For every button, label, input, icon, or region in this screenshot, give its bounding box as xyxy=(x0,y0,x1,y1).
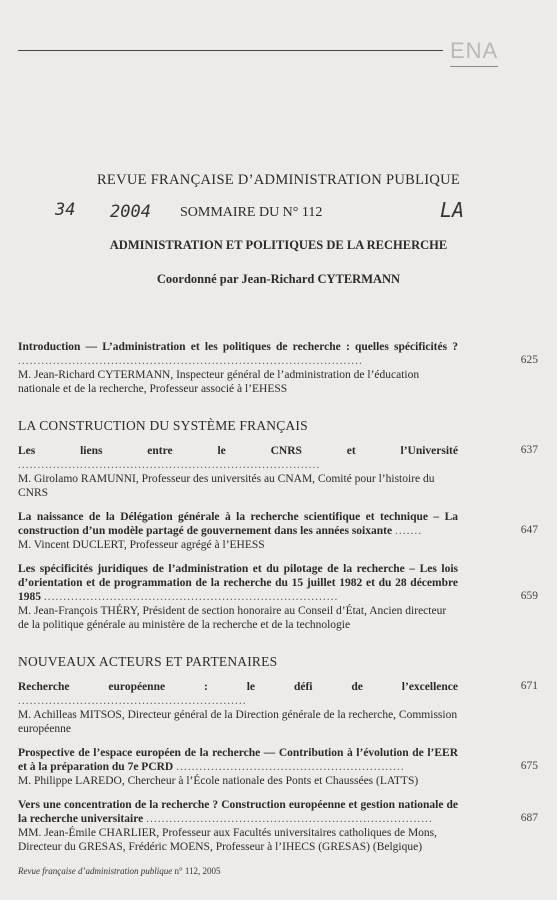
entry-title: Vers une concentration de la recherche ? Construction européenne et gestion nationale de la recherche universitaire .......................................................................... xyxy=(18,799,458,825)
entry-title: Les liens entre le CNRS et l’Université .............................................................................. xyxy=(18,445,458,471)
entry-title: La naissance de la Délégation générale à la recherche scientifique et technique – La construction d’un modèle partagé de gouvernement dans les années soixante ....... xyxy=(18,511,458,537)
toc-entry[interactable] xyxy=(18,562,538,632)
footer-issue: n° 112, 2005 xyxy=(174,866,221,876)
entry-title: Les spécificités juridiques de l’administration et du pilotage de la recherche – Les lois d’orientation et de programmation de la recherche du 15 juillet 1982 et du 28 décembre 1985 ............................................................................ xyxy=(18,563,458,603)
page-number: 625 xyxy=(520,354,538,366)
section-title: LA CONSTRUCTION DU SYSTÈME FRANÇAIS xyxy=(18,418,308,433)
toc-entry[interactable] xyxy=(18,680,538,736)
table-of-contents xyxy=(18,340,538,864)
entry-title: Introduction — L’administration et les politiques de recherche : quelles spécificités ? ......................................................................................... xyxy=(18,341,458,367)
toc-entry[interactable] xyxy=(18,746,538,788)
page-footer xyxy=(18,866,221,876)
entry-author: M. Jean-Richard CYTERMANN, Inspecteur général de l’administration de l’éducation nationale et de la recherche, Professeur associé à l’EHESS xyxy=(18,369,420,395)
toc-entry[interactable] xyxy=(18,798,538,854)
page-number: 671 xyxy=(520,680,538,692)
section-construction xyxy=(18,418,538,632)
section-acteurs xyxy=(18,654,538,854)
top-rule xyxy=(18,50,443,51)
toc-entry[interactable] xyxy=(18,510,538,552)
toc-entry-intro[interactable] xyxy=(18,340,538,396)
page-number: 687 xyxy=(520,812,538,824)
page-number: 637 xyxy=(520,444,538,456)
ena-logo: ENA xyxy=(450,38,498,67)
entry-author: M. Vincent DUCLERT, Professeur agrégé à l’EHESS xyxy=(18,539,265,551)
entry-author: M. Girolamo RAMUNNI, Professeur des universités au CNAM, Comité pour l’histoire du CNRS xyxy=(18,473,435,499)
section-title: NOUVEAUX ACTEURS ET PARTENAIRES xyxy=(18,654,278,669)
page-number: 675 xyxy=(520,760,538,772)
page-number: 647 xyxy=(520,524,538,536)
footer-journal: Revue française d’administration publique xyxy=(18,866,173,876)
handwritten-note-34: 34 xyxy=(55,200,76,220)
entry-author: M. Philippe LAREDO, Chercheur à l’École nationale des Ponts et Chaussées (LATTS) xyxy=(18,775,419,787)
handwritten-note-2004: 2004 xyxy=(110,202,151,222)
entry-title: Prospective de l’espace européen de la recherche — Contribution à l’évolution de l’EER et à la préparation du 7e PCRD ........................................................... xyxy=(18,747,458,773)
journal-title: REVUE FRANÇAISE D’ADMINISTRATION PUBLIQUE xyxy=(96,172,461,188)
coordinator: Coordonné par Jean-Richard CYTERMANN xyxy=(156,272,401,286)
entry-author: MM. Jean-Émile CHARLIER, Professeur aux Facultés universitaires catholiques de Mons, Directeur du GRESAS, Frédéric MOENS, Professeur à l’IHECS (GRESAS) (Belgique) xyxy=(18,827,438,853)
entry-author: M. Achilleas MITSOS, Directeur général de la Direction générale de la recherche, Commission européenne xyxy=(18,709,458,735)
theme-title: ADMINISTRATION ET POLITIQUES DE LA RECHERCHE xyxy=(109,238,448,252)
issue-title: SOMMAIRE DU N° 112 xyxy=(180,205,323,220)
handwritten-note-la: LA xyxy=(440,198,465,222)
entry-author: M. Jean-François THÉRY, Président de section honoraire au Conseil d’État, Ancien directeur de la politique générale au ministère de la recherche et de la technologie xyxy=(18,605,447,631)
toc-entry[interactable] xyxy=(18,444,538,500)
entry-title: Recherche européenne : le défi de l’excellence ........................................................... xyxy=(18,681,458,707)
page-number: 659 xyxy=(520,590,538,602)
